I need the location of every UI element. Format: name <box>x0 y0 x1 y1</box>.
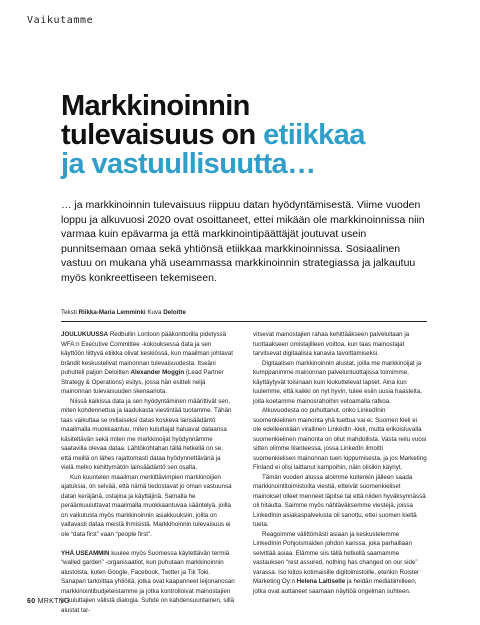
byline-photo-label: Kuva <box>147 309 162 316</box>
body-paragraph: Digitaalisen markkinoinnin alustat, joilla me markkinoijat ja kumppanimme mainonnan palveluntuottajissa toimimme, käyttäytyvät toisinaan kuin kiukuttelevat lapset. Aina kun luulemme, että kaikki on nyt hyvin, tulee esiin uusia haasteita, joita koetamme mainosrahoihin vetoamalla ratkoa. <box>253 359 422 405</box>
page-number: 60 <box>27 598 36 605</box>
body-paragraph: Alkuvuodesta oo puhuttanut, onko LinkedInin suomenkielinen mainonta yhä tuettua vai ei. Suomen kieli ei ole edelleenkään virallinen LinkedIn -kieli, mutta erikoisluvalla suomenkielinen mainonta on ollut mahdollista. Vasta reilu vuosi sitten olimme tilanteessa, jossa LinkedIn ilmoitti suomenkielisen mainonnan tuen loppumisesta, ja jos Marketing Finland ei olisi laittanut kampoihin, näin olisikin käynyt. <box>253 407 427 471</box>
byline-author: Riikka-Maria Lemminki <box>78 309 146 316</box>
section-label: Vaikutamme <box>27 15 94 26</box>
body-paragraph: Niissä kaikissa data ja sen hyödyntäminen määrittivät sen, miten kohdennettua ja laadukasta viestintää tuotamme. Tähän taas vaikuttaa se millaiseksi datas koskeva lainsäädäntö maailmalla muokkaantuu, miten kuluttajat haluavat dataansa käsiteltävän sekä miten me markkinoijat hyödynnämme saatavilla olevaa dataa. Lähtökohtahan tällä hetkellä on se, että meillä on lähes rajattomasti dataa hyödynnettävänä ja vielä melko kehittymätön lainsäädäntö sen osalta. <box>61 397 232 471</box>
article-headline <box>61 92 421 179</box>
byline-photo-credit: Deloitte <box>163 309 186 316</box>
paragraph-text: Redbullin Lontoon pääkonttorilla pidetyssä WFA:n Executive Committee -kokouksessa data ja sen käyttöön liittyvä etiikka olivat keskiössä, kun maailman johtavat brändit keskustelivat mainonnan tulevaisuudesta. Itseäni puhutteli paljon Deloitten <box>61 331 233 376</box>
byline <box>61 309 427 316</box>
paragraph-text: (Lead Partner Strategy & Operations) esitys, jossa hän esitteli neljä mainonnan tulevaisuuden skenaariota. <box>61 369 224 395</box>
person-name: Helena Laitiselle <box>296 578 346 585</box>
paragraph-text: ja heidän mediatiimilleen, jotka ovat auttaneet saamaan näyttöä ongelman suhteen. <box>253 578 417 595</box>
magazine-name: MRKTNG <box>37 598 70 605</box>
headline-line-2a: tulevaisuus on <box>61 119 264 151</box>
body-paragraph <box>61 330 235 397</box>
byline-divider <box>61 321 427 322</box>
person-name: Alexander Moggin <box>130 369 185 376</box>
body-column-left <box>61 330 235 615</box>
headline-accent-2: ja vastuullisuutta… <box>61 148 316 180</box>
headline-accent-1: etiikkaa <box>263 119 365 151</box>
body-paragraph: Tämän vuoden alussa aloimme kuitenkin jälleen saada markkinointitoimistoilta viestiä, etteivät suomenkieliset mainokset olleet menneet läpitse tai että niiden hyväksynnässä oli hitautta. Saimme myös nähtäväksemme viestejä, joissa LinkedInin asiakaspalvelusta oli sanottu, ettei suomen kieltä tueta. <box>253 473 426 528</box>
paragraph-text: Reagoimme välittömästi asiaan ja keskustelemme LinkedInin Pohjoismaiden johdon kanssa, joka parhaillaan selvittää asiaa. Elämme siis tällä hetkellä saamamme vastauksen “rest assured, nothing has changed on our side” varassa. Iso kiitos kotimaisille digitoimistoille, etenkin Roister Marketing Oy:n <box>253 530 420 585</box>
headline-line-1: Markkinoinnin <box>61 90 250 122</box>
run-in-lead: JOULUKUUSSA <box>61 331 109 338</box>
lead-paragraph: … ja markkinoinnin tulevaisuus riippuu datan hyödyntämisestä. Viime vuoden loppu ja alkuvuosi 2020 ovat osoittaneet, ettei mikään ole markkinoinnissa niin varmaa kuin epävarma ja että markkinointipäättäjät joutuvat usein punnitsemaan omaa sekä yhtiönsä etiikkaa markkinoinnissa. Sosiaalinen vastuu on mukana yhä useammassa markkinoinnin strategiassa ja jalkautuu myös konkreettiseen tekemiseen. <box>61 199 425 284</box>
byline-text-label: Teksti <box>61 309 77 316</box>
body-paragraph <box>253 530 427 597</box>
paragraph-text: kuulee myös Suomessa käytettävän termiä “walled garden” -organisaatiot, kun puhutaan markkinoinnin alustoista, kuten Google, Facebook, Twitter ja Tik Toki. Sanapari tarkoittaa yhtiöitä, jotka ovat kaapanneet leijonanosan markkinointibudjeteistamme ja jotka kontrolloivat mainostajien ja kuluttajien välistä dialogia. Suhde on kahdensuuntainen, sillä alustat tar- <box>61 549 235 614</box>
body-column-right <box>253 330 427 596</box>
body-paragraph: Kun kuuntelen maailman merkittävimpien markkinoijien ajatuksia, on selvää, että nämä tiedostavat jo oman vastuunsa datan keräjänä, ostajina ja käyttäjinä. Samalla he peräänkuuluttavat maailmalla muokkaantuvaa sääntelyä, joilla on vaikutusta myös markkinoinnin asiakkuuksiin, joilla on valtavasti dataa meistä ihmisistä. Markkinoinnin tulevaisuus ei ole “data first” vaan “people first”. <box>61 473 232 538</box>
page-folio <box>27 598 70 605</box>
body-paragraph <box>61 549 235 616</box>
body-paragraph: vitsevat mainostajien rahaa kehittääkseen palveluitaan ja tuottaakseen omistajilleen voittoa, kun taas mainostajat tarvitsevat digitaalisia kanavia tavoittamiseksi. <box>253 331 410 357</box>
run-in-lead: YHÄ USEAMMIN <box>61 549 110 557</box>
